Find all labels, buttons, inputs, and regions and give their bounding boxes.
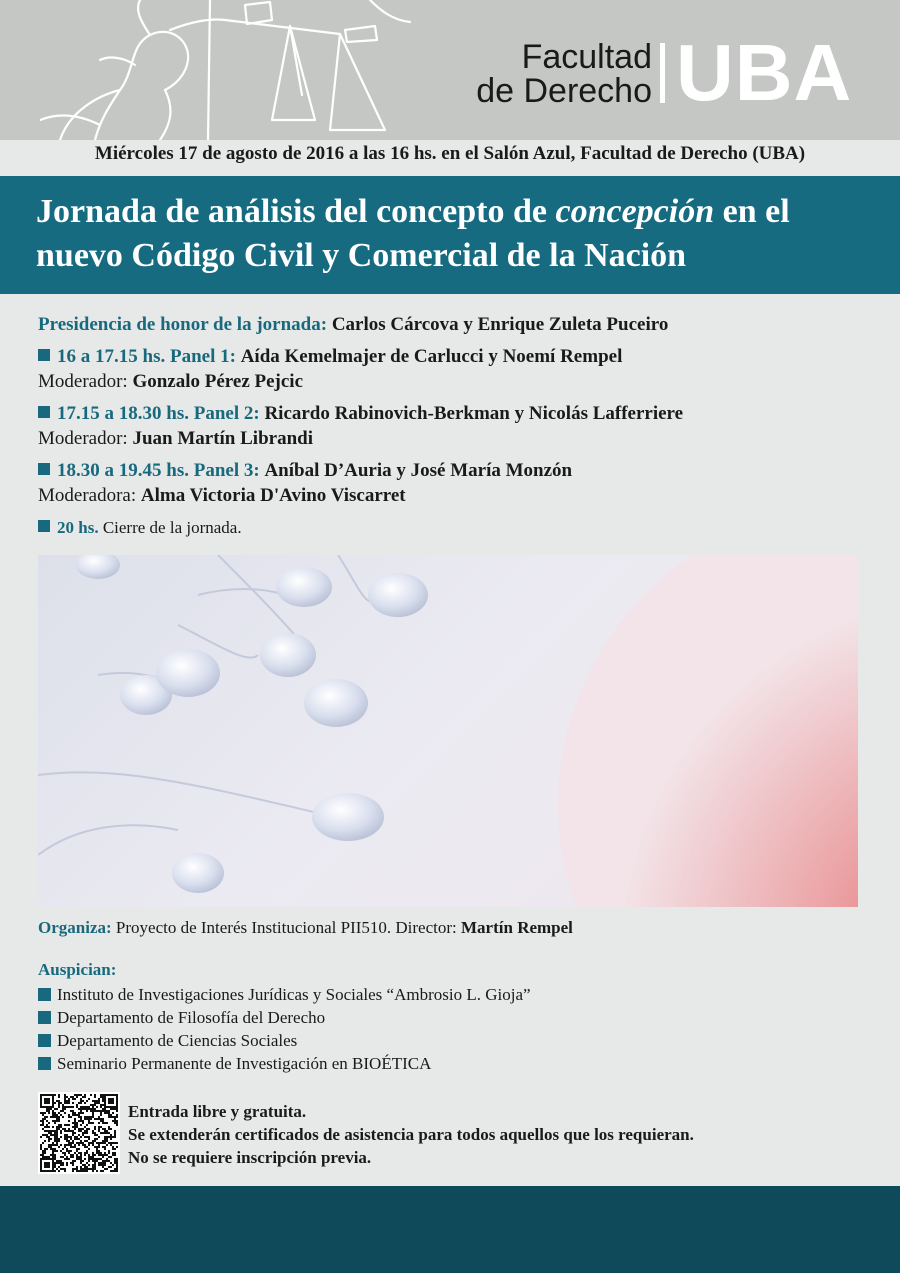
sponsors-label: Auspician:	[38, 960, 117, 979]
closing-row	[38, 518, 242, 538]
logo-separator	[660, 43, 665, 103]
panel-1-moderator	[38, 371, 303, 393]
closing-time: 20 hs.	[57, 518, 99, 537]
panel-2-moderator	[38, 428, 313, 450]
panel-3-mod-label: Moderadora:	[38, 485, 137, 506]
footer-info	[128, 1100, 694, 1169]
panel-1-time: 16 a 17.15 hs. Panel 1:	[57, 346, 236, 367]
bullet-square-icon	[38, 988, 51, 1001]
faculty-line1: Facultad	[521, 38, 652, 76]
panel-1-row	[38, 346, 622, 368]
panel-2-mod-label: Moderador:	[38, 428, 128, 449]
panel-3-speakers: Aníbal D’Auria y José María Monzón	[264, 460, 573, 481]
uba-logo-text: UBA	[676, 28, 853, 117]
honor-row	[38, 314, 668, 336]
footer-line1: Entrada libre y gratuita.	[128, 1102, 307, 1121]
organiza-text: Proyecto de Interés Institucional PII510. Director:	[111, 918, 462, 937]
justice-statue-illustration	[40, 0, 440, 140]
sponsor-text: Departamento de Ciencias Sociales	[57, 1031, 298, 1050]
organiza-row	[38, 918, 573, 938]
event-dateline: Miércoles 17 de agosto de 2016 a las 16 hs. en el Salón Azul, Facultad de Derecho (UBA)	[94, 143, 806, 164]
header	[0, 0, 900, 140]
panel-3-mod-name: Alma Victoria D'Avino Viscarret	[140, 485, 406, 506]
organiza-director: Martín Rempel	[461, 918, 573, 937]
footer-line2: Se extenderán certificados de asistencia para todos aquellos que los requieran.	[128, 1125, 694, 1144]
panel-3-row	[38, 460, 572, 482]
list-item	[38, 983, 531, 1006]
panel-2-row	[38, 403, 683, 425]
panel-2-time: 17.15 a 18.30 hs. Panel 2:	[57, 403, 260, 424]
panel-3-moderator	[38, 485, 406, 507]
list-item	[38, 1029, 531, 1052]
panel-2-mod-name: Juan Martín Librandi	[132, 428, 313, 449]
list-item	[38, 1052, 531, 1075]
footer-band	[0, 1186, 900, 1273]
sponsors-list	[38, 983, 531, 1075]
bullet-square-icon	[38, 463, 50, 475]
event-title	[36, 190, 876, 278]
panel-1-mod-name: Gonzalo Pérez Pejcic	[132, 371, 304, 392]
sponsor-text: Seminario Permanente de Investigación en BIOÉTICA	[57, 1054, 432, 1073]
closing-text: Cierre de la jornada.	[98, 518, 242, 537]
panel-3-time: 18.30 a 19.45 hs. Panel 3:	[57, 460, 260, 481]
organiza-label: Organiza:	[38, 918, 112, 937]
sponsors-heading	[38, 960, 116, 980]
sponsor-text: Instituto de Investigaciones Jurídicas y Sociales “Ambrosio L. Gioja”	[57, 985, 531, 1004]
sperm-egg-photo	[38, 555, 858, 907]
panel-1-mod-label: Moderador:	[38, 371, 128, 392]
panel-1-speakers: Aída Kemelmajer de Carlucci y Noemí Rempel	[240, 346, 623, 367]
bullet-square-icon	[38, 349, 50, 361]
footer-line3: No se requiere inscripción previa.	[128, 1148, 372, 1167]
faculty-line2: de Derecho	[476, 72, 652, 110]
faculty-name	[462, 40, 652, 108]
bullet-square-icon	[38, 406, 50, 418]
fertilization-illustration	[38, 555, 858, 907]
honor-names: Carlos Cárcova y Enrique Zuleta Puceiro	[331, 314, 669, 335]
bullet-square-icon	[38, 1011, 51, 1024]
qr-code-icon	[38, 1092, 120, 1174]
title-part2: en el nuevo Código Civil y Comercial de la Nación	[36, 193, 790, 274]
sponsor-text: Departamento de Filosofía del Derecho	[57, 1008, 326, 1027]
bullet-square-icon	[38, 1057, 51, 1070]
title-part1: Jornada de análisis del concepto de	[36, 193, 556, 230]
bullet-square-icon	[38, 520, 50, 532]
list-item	[38, 1006, 531, 1029]
panel-2-speakers: Ricardo Rabinovich-Berkman y Nicolás Lafferriere	[264, 403, 684, 424]
bullet-square-icon	[38, 1034, 51, 1047]
title-italic-word: concepción	[555, 193, 715, 230]
honor-label: Presidencia de honor de la jornada:	[38, 314, 328, 335]
